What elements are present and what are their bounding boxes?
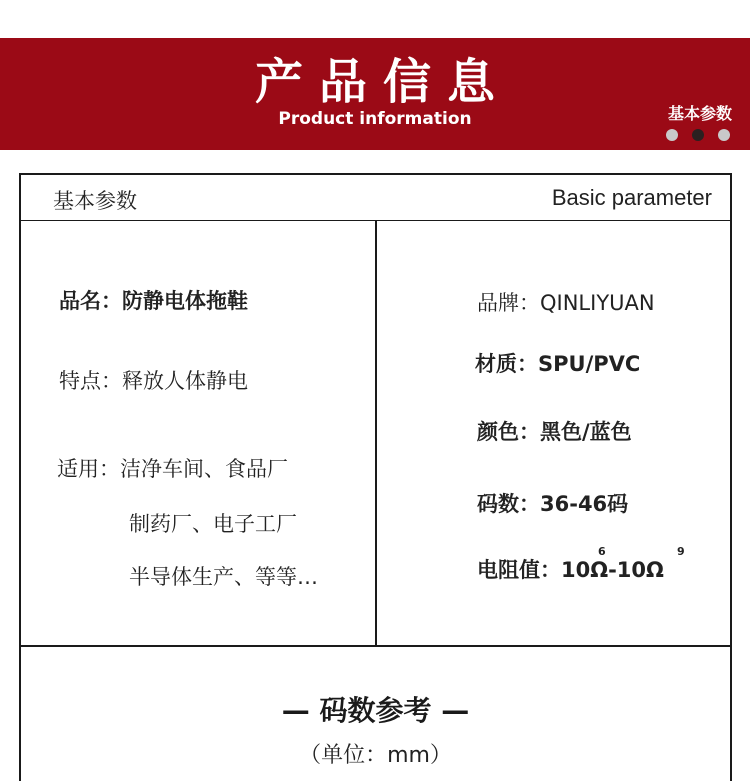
banner-title: 产品信息 [254, 54, 511, 110]
size-field [477, 488, 628, 518]
row-divider [21, 645, 730, 647]
brand-value: QINLIYUAN [540, 291, 655, 315]
size-reference-title: — 码数参考 — [281, 694, 470, 727]
resistance-exponent-1: 6 [598, 545, 606, 558]
feature-field [59, 365, 248, 395]
size-label: 码数： [477, 492, 540, 516]
product-name-field [59, 285, 248, 315]
size-reference-unit: （单位：mm） [299, 743, 452, 768]
usage-label: 适用： [57, 457, 120, 481]
material-field [475, 348, 640, 378]
material-label: 材质： [475, 352, 538, 376]
parameter-table [19, 173, 732, 781]
feature-value: 释放人体静电 [122, 369, 248, 393]
page-dot-3[interactable] [718, 129, 730, 141]
resistance-exponent-2: 9 [677, 545, 685, 558]
size-value: 36-46码 [540, 492, 629, 516]
page-dot-1[interactable] [666, 129, 678, 141]
banner-subtitle: Product information [278, 109, 472, 129]
resistance-base-1: 10Ω [561, 558, 609, 582]
table-header-row [21, 175, 730, 221]
brand-field [477, 287, 655, 317]
resistance-label: 电阻值： [477, 558, 561, 582]
page-dot-2-active[interactable] [692, 129, 704, 141]
header-banner [0, 38, 750, 150]
resistance-base-2: 10Ω [616, 558, 664, 582]
color-field [477, 416, 632, 446]
usage-field [57, 453, 288, 483]
usage-line-1: 洁净车间、食品厂 [120, 457, 288, 481]
brand-label: 品牌： [477, 291, 540, 315]
product-name-value: 防静电体拖鞋 [122, 289, 248, 313]
product-name-label: 品名： [59, 289, 122, 313]
feature-label: 特点： [59, 369, 122, 393]
color-value: 黑色/蓝色 [540, 420, 632, 444]
color-label: 颜色： [477, 420, 540, 444]
resistance-separator: - [608, 558, 617, 582]
page-indicator [666, 129, 730, 141]
material-value: SPU/PVC [538, 352, 641, 376]
header-left-label: 基本参数 [53, 189, 137, 213]
resistance-field [477, 554, 664, 584]
header-right-label: Basic parameter [551, 185, 712, 210]
usage-line-2: 制药厂、电子工厂 [129, 512, 297, 536]
usage-line-3: 半导体生产、等等… [129, 565, 318, 589]
banner-tag: 基本参数 [667, 104, 732, 123]
column-divider [375, 221, 377, 645]
